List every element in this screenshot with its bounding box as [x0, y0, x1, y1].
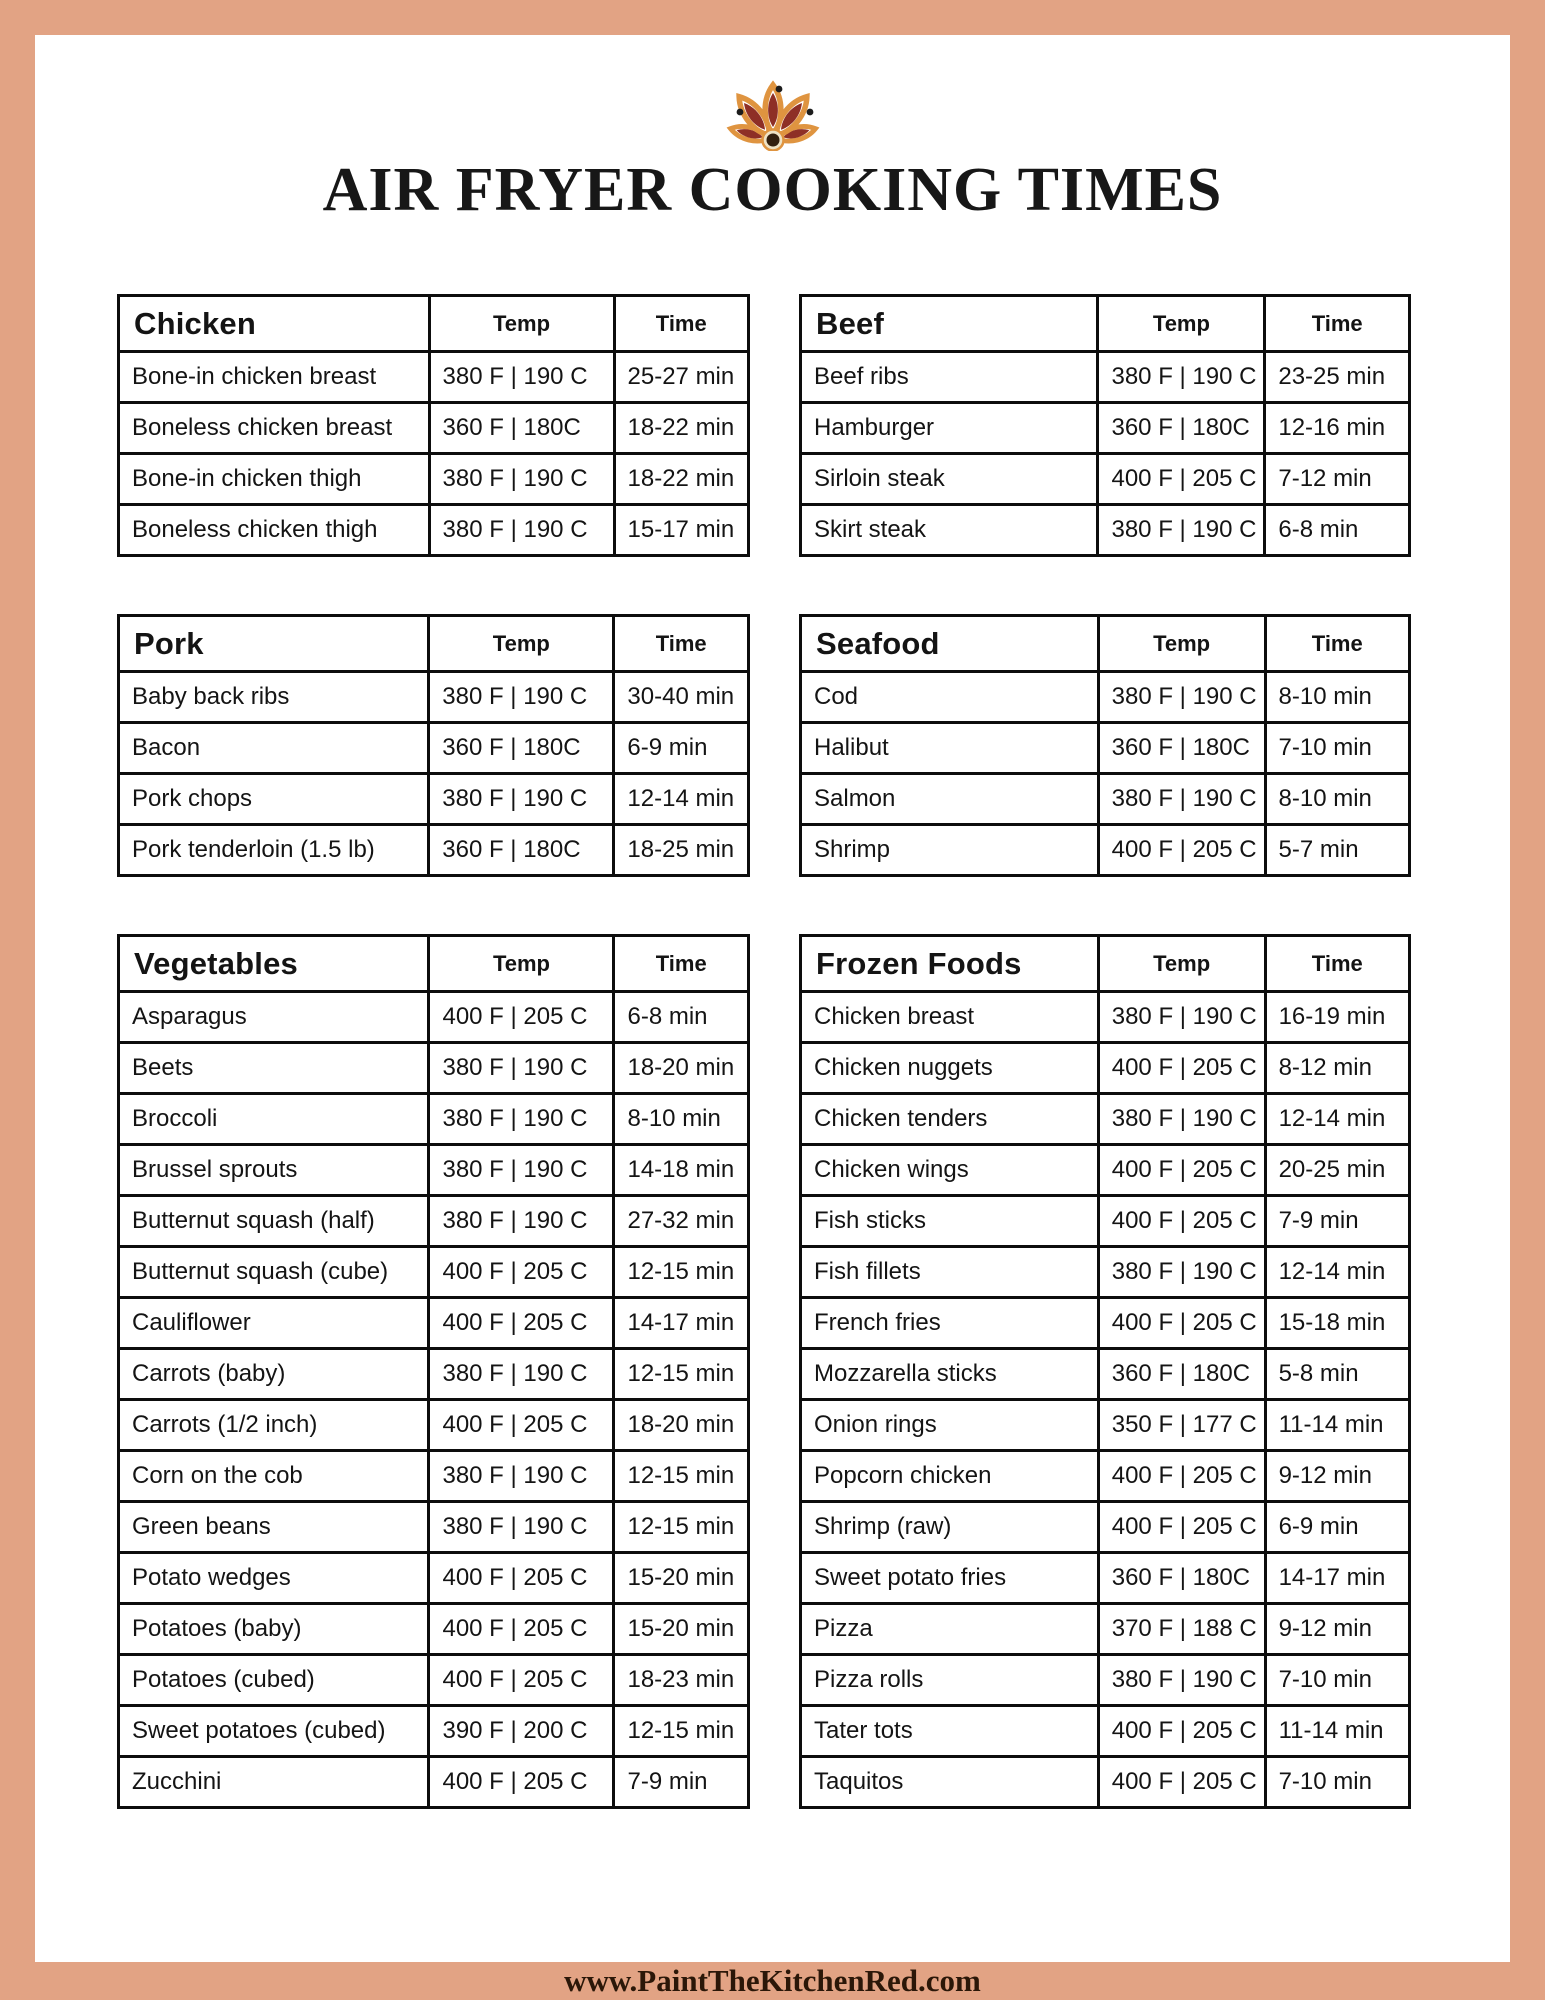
food-cell: Hamburger: [801, 403, 1098, 454]
footer-website-text: www.PaintTheKitchenRed.com: [564, 1963, 981, 1998]
temp-cell: 380 F | 190 C: [429, 1145, 614, 1196]
category-header: Frozen Foods: [801, 936, 1099, 992]
time-cell: 6-9 min: [614, 723, 749, 774]
temp-cell: 400 F | 205 C: [429, 1553, 614, 1604]
category-header: Pork: [119, 616, 429, 672]
table-row: [119, 1502, 749, 1553]
time-cell: 15-20 min: [614, 1553, 749, 1604]
food-cell: Chicken breast: [801, 992, 1099, 1043]
food-cell: Onion rings: [801, 1400, 1099, 1451]
table-row: [801, 403, 1410, 454]
food-cell: Carrots (1/2 inch): [119, 1400, 429, 1451]
food-cell: Boneless chicken breast: [119, 403, 430, 454]
food-cell: Fish fillets: [801, 1247, 1099, 1298]
time-cell: 12-15 min: [614, 1451, 749, 1502]
table-row: [801, 774, 1410, 825]
table-row: [119, 1400, 749, 1451]
time-cell: 23-25 min: [1265, 352, 1410, 403]
time-cell: 12-15 min: [614, 1502, 749, 1553]
food-cell: Zucchini: [119, 1757, 429, 1808]
table-row: [801, 1298, 1410, 1349]
food-cell: Skirt steak: [801, 505, 1098, 556]
time-cell: 18-20 min: [614, 1400, 749, 1451]
time-cell: 7-10 min: [1265, 1655, 1409, 1706]
time-cell: 7-12 min: [1265, 454, 1410, 505]
food-cell: Bacon: [119, 723, 429, 774]
table-row: [801, 1196, 1410, 1247]
table-row: [119, 1094, 749, 1145]
temp-column-header: Temp: [1098, 296, 1265, 352]
table-row: [119, 1757, 749, 1808]
temp-cell: 380 F | 190 C: [429, 672, 614, 723]
temp-cell: 380 F | 190 C: [429, 1196, 614, 1247]
time-cell: 18-22 min: [614, 454, 748, 505]
time-cell: 12-14 min: [1265, 1094, 1409, 1145]
temp-cell: 400 F | 205 C: [1098, 1043, 1265, 1094]
food-cell: Sweet potatoes (cubed): [119, 1706, 429, 1757]
temp-cell: 400 F | 205 C: [1098, 1145, 1265, 1196]
food-cell: Bone-in chicken thigh: [119, 454, 430, 505]
temp-cell: 360 F | 180C: [1098, 1349, 1265, 1400]
table-row: [801, 1043, 1410, 1094]
time-column-header: Time: [1265, 936, 1409, 992]
food-cell: Potatoes (cubed): [119, 1655, 429, 1706]
temp-cell: 400 F | 205 C: [429, 1247, 614, 1298]
table-row: [801, 1655, 1410, 1706]
table-row: [801, 1400, 1410, 1451]
table-row: [119, 723, 749, 774]
food-cell: Green beans: [119, 1502, 429, 1553]
time-cell: 11-14 min: [1265, 1706, 1409, 1757]
food-cell: Butternut squash (cube): [119, 1247, 429, 1298]
time-column-header: Time: [1265, 296, 1410, 352]
table-row: [119, 1145, 749, 1196]
time-cell: 7-9 min: [1265, 1196, 1409, 1247]
cooking-table-seafood: [799, 614, 1411, 877]
time-cell: 5-8 min: [1265, 1349, 1409, 1400]
temp-cell: 380 F | 190 C: [1098, 505, 1265, 556]
category-header: Chicken: [119, 296, 430, 352]
table-row: [119, 1349, 749, 1400]
table-row: [119, 1706, 749, 1757]
table-row: [801, 505, 1410, 556]
time-column-header: Time: [614, 296, 748, 352]
temp-cell: 360 F | 180C: [429, 825, 614, 876]
table-header-row: [801, 936, 1410, 992]
table-row: [119, 1247, 749, 1298]
temp-cell: 380 F | 190 C: [1098, 1247, 1265, 1298]
table-row: [801, 454, 1410, 505]
temp-cell: 380 F | 190 C: [429, 774, 614, 825]
temp-column-header: Temp: [429, 296, 614, 352]
temp-column-header: Temp: [1098, 616, 1265, 672]
temp-cell: 360 F | 180C: [1098, 403, 1265, 454]
food-cell: Halibut: [801, 723, 1099, 774]
temp-cell: 380 F | 190 C: [1098, 1655, 1265, 1706]
time-cell: 18-25 min: [614, 825, 749, 876]
time-cell: 14-17 min: [614, 1298, 749, 1349]
temp-cell: 390 F | 200 C: [429, 1706, 614, 1757]
category-header: Seafood: [801, 616, 1099, 672]
temp-cell: 380 F | 190 C: [1098, 774, 1265, 825]
time-cell: 7-10 min: [1265, 1757, 1409, 1808]
temp-cell: 380 F | 190 C: [429, 1502, 614, 1553]
food-cell: Mozzarella sticks: [801, 1349, 1099, 1400]
time-cell: 14-18 min: [614, 1145, 749, 1196]
temp-cell: 400 F | 205 C: [1098, 1706, 1265, 1757]
table-row: [119, 1043, 749, 1094]
temp-cell: 380 F | 190 C: [1098, 672, 1265, 723]
lotus-logo-icon: [712, 73, 834, 151]
time-cell: 8-10 min: [614, 1094, 749, 1145]
food-cell: Carrots (baby): [119, 1349, 429, 1400]
time-cell: 7-10 min: [1265, 723, 1409, 774]
temp-cell: 380 F | 190 C: [429, 1451, 614, 1502]
time-cell: 18-22 min: [614, 403, 748, 454]
temp-cell: 400 F | 205 C: [429, 1400, 614, 1451]
table-row: [801, 825, 1410, 876]
food-cell: Chicken wings: [801, 1145, 1099, 1196]
time-cell: 15-18 min: [1265, 1298, 1409, 1349]
cooking-table-beef: [799, 294, 1411, 557]
time-column-header: Time: [1265, 616, 1409, 672]
cooking-table-vegetables: [117, 934, 750, 1809]
food-cell: Sirloin steak: [801, 454, 1098, 505]
food-cell: Beets: [119, 1043, 429, 1094]
table-header-row: [801, 616, 1410, 672]
table-row: [801, 723, 1410, 774]
tables-grid: [117, 294, 1510, 1809]
food-cell: Pork tenderloin (1.5 lb): [119, 825, 429, 876]
table-row: [119, 1298, 749, 1349]
food-cell: Corn on the cob: [119, 1451, 429, 1502]
logo-container: [35, 73, 1510, 151]
table-row: [801, 1502, 1410, 1553]
table-header-row: [801, 296, 1410, 352]
cooking-table-chicken: [117, 294, 750, 557]
food-cell: Cauliflower: [119, 1298, 429, 1349]
time-cell: 7-9 min: [614, 1757, 749, 1808]
temp-cell: 380 F | 190 C: [429, 1349, 614, 1400]
table-row: [119, 505, 749, 556]
table-row: [119, 672, 749, 723]
temp-cell: 380 F | 190 C: [1098, 992, 1265, 1043]
time-cell: 18-23 min: [614, 1655, 749, 1706]
temp-cell: 380 F | 190 C: [1098, 1094, 1265, 1145]
time-cell: 12-15 min: [614, 1247, 749, 1298]
food-cell: Sweet potato fries: [801, 1553, 1099, 1604]
cooking-table-pork: [117, 614, 750, 877]
table-row: [801, 1604, 1410, 1655]
time-cell: 25-27 min: [614, 352, 748, 403]
table-row: [119, 454, 749, 505]
temp-cell: 400 F | 205 C: [1098, 454, 1265, 505]
page-title: AIR FRYER COOKING TIMES: [322, 156, 1223, 224]
food-cell: Beef ribs: [801, 352, 1098, 403]
food-cell: Potatoes (baby): [119, 1604, 429, 1655]
food-cell: Popcorn chicken: [801, 1451, 1099, 1502]
food-cell: Baby back ribs: [119, 672, 429, 723]
food-cell: Shrimp: [801, 825, 1099, 876]
table-row: [119, 1553, 749, 1604]
time-cell: 20-25 min: [1265, 1145, 1409, 1196]
temp-cell: 380 F | 190 C: [429, 1094, 614, 1145]
temp-cell: 400 F | 205 C: [1098, 1502, 1265, 1553]
temp-cell: 380 F | 190 C: [1098, 352, 1265, 403]
temp-cell: 380 F | 190 C: [429, 352, 614, 403]
food-cell: Brussel sprouts: [119, 1145, 429, 1196]
time-cell: 14-17 min: [1265, 1553, 1409, 1604]
temp-column-header: Temp: [1098, 936, 1265, 992]
time-cell: 11-14 min: [1265, 1400, 1409, 1451]
table-row: [801, 992, 1410, 1043]
time-cell: 12-15 min: [614, 1349, 749, 1400]
temp-cell: 400 F | 205 C: [1098, 1451, 1265, 1502]
food-cell: Pizza: [801, 1604, 1099, 1655]
time-cell: 9-12 min: [1265, 1604, 1409, 1655]
food-cell: Salmon: [801, 774, 1099, 825]
time-cell: 12-16 min: [1265, 403, 1410, 454]
category-header: Vegetables: [119, 936, 429, 992]
temp-cell: 400 F | 205 C: [429, 1604, 614, 1655]
table-header-row: [119, 616, 749, 672]
food-cell: Pork chops: [119, 774, 429, 825]
table-row: [801, 1247, 1410, 1298]
table-row: [119, 774, 749, 825]
document-page: [35, 35, 1510, 1962]
temp-cell: 400 F | 205 C: [1098, 825, 1265, 876]
time-cell: 15-17 min: [614, 505, 748, 556]
temp-column-header: Temp: [429, 936, 614, 992]
time-cell: 6-8 min: [1265, 505, 1410, 556]
time-cell: 12-14 min: [614, 774, 749, 825]
food-cell: Cod: [801, 672, 1099, 723]
time-cell: 30-40 min: [614, 672, 749, 723]
table-row: [119, 403, 749, 454]
table-row: [801, 1757, 1410, 1808]
food-cell: Broccoli: [119, 1094, 429, 1145]
temp-cell: 370 F | 188 C: [1098, 1604, 1265, 1655]
table-row: [801, 672, 1410, 723]
table-row: [119, 992, 749, 1043]
temp-cell: 400 F | 205 C: [1098, 1298, 1265, 1349]
food-cell: Pizza rolls: [801, 1655, 1099, 1706]
food-cell: French fries: [801, 1298, 1099, 1349]
temp-cell: 380 F | 190 C: [429, 1043, 614, 1094]
temp-cell: 360 F | 180C: [429, 403, 614, 454]
food-cell: Fish sticks: [801, 1196, 1099, 1247]
food-cell: Taquitos: [801, 1757, 1099, 1808]
table-row: [119, 825, 749, 876]
table-header-row: [119, 936, 749, 992]
food-cell: Butternut squash (half): [119, 1196, 429, 1247]
temp-cell: 400 F | 205 C: [429, 992, 614, 1043]
time-column-header: Time: [614, 936, 749, 992]
time-column-header: Time: [614, 616, 749, 672]
table-row: [801, 1349, 1410, 1400]
table-row: [119, 1196, 749, 1247]
time-cell: 12-14 min: [1265, 1247, 1409, 1298]
table-row: [801, 1094, 1410, 1145]
table-row: [801, 1145, 1410, 1196]
time-cell: 5-7 min: [1265, 825, 1409, 876]
temp-cell: 400 F | 205 C: [429, 1757, 614, 1808]
table-row: [119, 1604, 749, 1655]
temp-cell: 350 F | 177 C: [1098, 1400, 1265, 1451]
time-cell: 8-10 min: [1265, 672, 1409, 723]
cooking-table-frozen-foods: [799, 934, 1411, 1809]
table-row: [801, 1706, 1410, 1757]
food-cell: Boneless chicken thigh: [119, 505, 430, 556]
temp-cell: 360 F | 180C: [429, 723, 614, 774]
temp-cell: 400 F | 205 C: [429, 1298, 614, 1349]
food-cell: Chicken tenders: [801, 1094, 1099, 1145]
food-cell: Bone-in chicken breast: [119, 352, 430, 403]
time-cell: 18-20 min: [614, 1043, 749, 1094]
temp-cell: 400 F | 205 C: [1098, 1196, 1265, 1247]
table-row: [801, 352, 1410, 403]
food-cell: Chicken nuggets: [801, 1043, 1099, 1094]
temp-cell: 380 F | 190 C: [429, 505, 614, 556]
food-cell: Tater tots: [801, 1706, 1099, 1757]
temp-cell: 400 F | 205 C: [429, 1655, 614, 1706]
time-cell: 6-8 min: [614, 992, 749, 1043]
table-row: [119, 352, 749, 403]
category-header: Beef: [801, 296, 1098, 352]
time-cell: 9-12 min: [1265, 1451, 1409, 1502]
time-cell: 27-32 min: [614, 1196, 749, 1247]
temp-cell: 380 F | 190 C: [429, 454, 614, 505]
food-cell: Asparagus: [119, 992, 429, 1043]
table-row: [119, 1451, 749, 1502]
time-cell: 12-15 min: [614, 1706, 749, 1757]
time-cell: 6-9 min: [1265, 1502, 1409, 1553]
temp-cell: 360 F | 180C: [1098, 723, 1265, 774]
table-header-row: [119, 296, 749, 352]
food-cell: Shrimp (raw): [801, 1502, 1099, 1553]
food-cell: Potato wedges: [119, 1553, 429, 1604]
time-cell: 15-20 min: [614, 1604, 749, 1655]
time-cell: 8-10 min: [1265, 774, 1409, 825]
table-row: [801, 1553, 1410, 1604]
temp-column-header: Temp: [429, 616, 614, 672]
time-cell: 16-19 min: [1265, 992, 1409, 1043]
table-row: [801, 1451, 1410, 1502]
table-row: [119, 1655, 749, 1706]
temp-cell: 360 F | 180C: [1098, 1553, 1265, 1604]
time-cell: 8-12 min: [1265, 1043, 1409, 1094]
temp-cell: 400 F | 205 C: [1098, 1757, 1265, 1808]
